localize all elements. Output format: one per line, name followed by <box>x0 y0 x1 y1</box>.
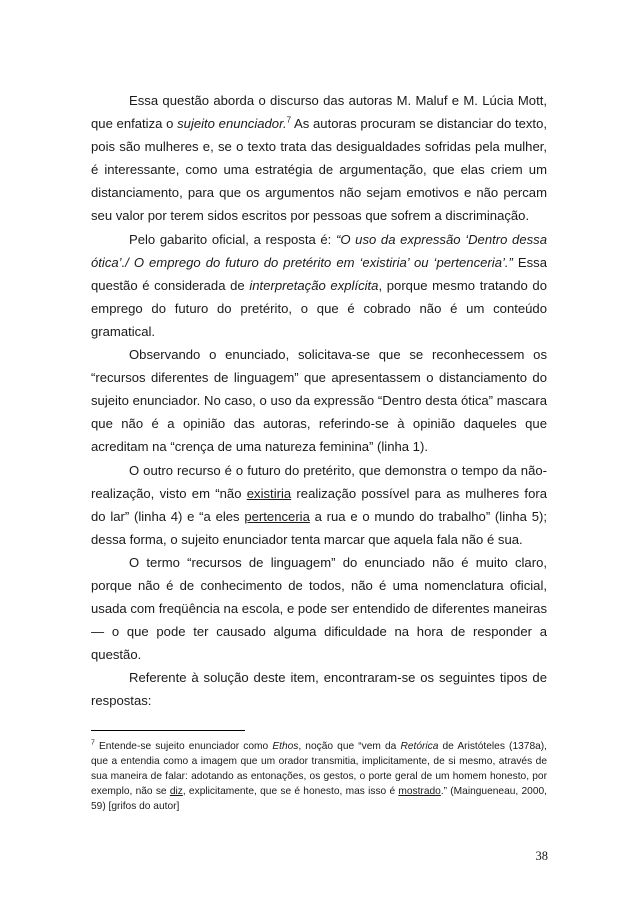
paragraph-5 <box>91 551 547 666</box>
paragraph-4-text-cont: realização possível para as mulheres fora do lar” (linha 4) e “a eles <box>91 485 547 524</box>
emphasis-interpretacao-explicita: interpretação explícita <box>249 277 379 293</box>
footnote-7 <box>91 739 547 814</box>
page-number: 38 <box>535 849 548 863</box>
footnote-text: Entende-se sujeito enunciador como <box>94 741 273 752</box>
footnote-number: 7 <box>91 739 95 747</box>
paragraph-6-text: Referente à solução deste item, encontraram-se os seguintes tipos de respostas: <box>91 670 547 709</box>
paragraph-2 <box>91 228 547 343</box>
paragraph-3 <box>91 343 547 458</box>
paragraph-2-text: Pelo gabarito oficial, a resposta é: <box>129 231 336 247</box>
footnote-ethos: Ethos <box>272 741 299 752</box>
paragraph-4 <box>91 459 547 551</box>
footnote-retorica: Retórica <box>400 741 439 752</box>
body-text <box>91 89 547 713</box>
footnote-citation: .” (Maingueneau, 2000, 59) [grifos do autor] <box>91 786 547 812</box>
footnote-text-cont: , noção que “vem da <box>298 741 401 752</box>
paragraph-1 <box>91 89 547 228</box>
emphasis-sujeito-enunciador: sujeito enunciador. <box>177 116 287 132</box>
footnote-diz: diz <box>169 786 183 797</box>
footnote-text-mid: de Aristóteles (1378a), que a entendia como a imagem que um orador transmitia, implicitamente, de si mesmo, através de sua maneira de falar: adotando as entonações, os gestos, o porte geral de um homem honesto, por exemplo, não se <box>91 741 547 797</box>
footnote-ref-7[interactable]: 7 <box>286 115 292 125</box>
emphasis-official-answer: “O uso da expressão ‘Dentro dessa ótica’./ O emprego do futuro do pretérito em ‘existiria’ ou ‘pertenceria’.” <box>91 231 547 270</box>
paragraph-2-text-end: , porque mesmo tratando do emprego do futuro do pretérito, o que é cobrado não é um conteúdo gramatical. <box>91 277 547 339</box>
underlined-pertenceria: pertenceria <box>244 508 310 524</box>
footnote-separator <box>91 730 245 731</box>
paragraph-1-text: Essa questão aborda o discurso das autoras M. Maluf e M. Lúcia Mott, que enfatiza o <box>91 93 547 132</box>
underlined-existiria: existiria <box>246 485 292 501</box>
paragraph-6 <box>91 666 547 712</box>
paragraph-4-text-end: a rua e o mundo do trabalho” (linha 5); dessa forma, o sujeito enunciador tenta marcar que aquela fala não é sua. <box>91 508 547 547</box>
paragraph-2-text-cont: Essa questão é considerada de <box>91 254 547 293</box>
paragraph-1-text-cont: As autoras procuram se distanciar do texto, pois são mulheres e, se o texto trata das desigualdades sofridas pela mulher, é interessante, como uma estratégia de argumentação, que elas criem um distanciamento, para que os argumentos não sejam emotivos e não percam seu valor por terem sidos escritos por pessoas que sofrem a discriminação. <box>91 116 547 224</box>
paragraph-5-text: O termo “recursos de linguagem” do enunciado não é muito claro, porque não é de conhecimento de todos, não é uma nomenclatura oficial, usada com freqüência na escola, e pode ser entendido de diferentes maneiras — o que pode ter causado alguma dificuldade na hora de responder a questão. <box>91 554 547 663</box>
footnote-text-mid2: , explicitamente, que se é honesto, mas isso é <box>182 786 399 797</box>
footnote-mostrado: mostrado <box>398 786 441 797</box>
paragraph-3-text: Observando o enunciado, solicitava-se que se reconhecessem os “recursos diferentes de linguagem” que apresentassem o distanciamento do sujeito enunciador. No caso, o uso da expressão “Dentro desta ótica” mascara que não é a opinião das autoras, referindo-se à opinião daqueles que acreditam na “crença de uma natureza feminina” (linha 1). <box>91 347 547 455</box>
paragraph-4-text: O outro recurso é o futuro do pretérito, que demonstra o tempo da não-realização, visto em “não <box>91 462 547 501</box>
